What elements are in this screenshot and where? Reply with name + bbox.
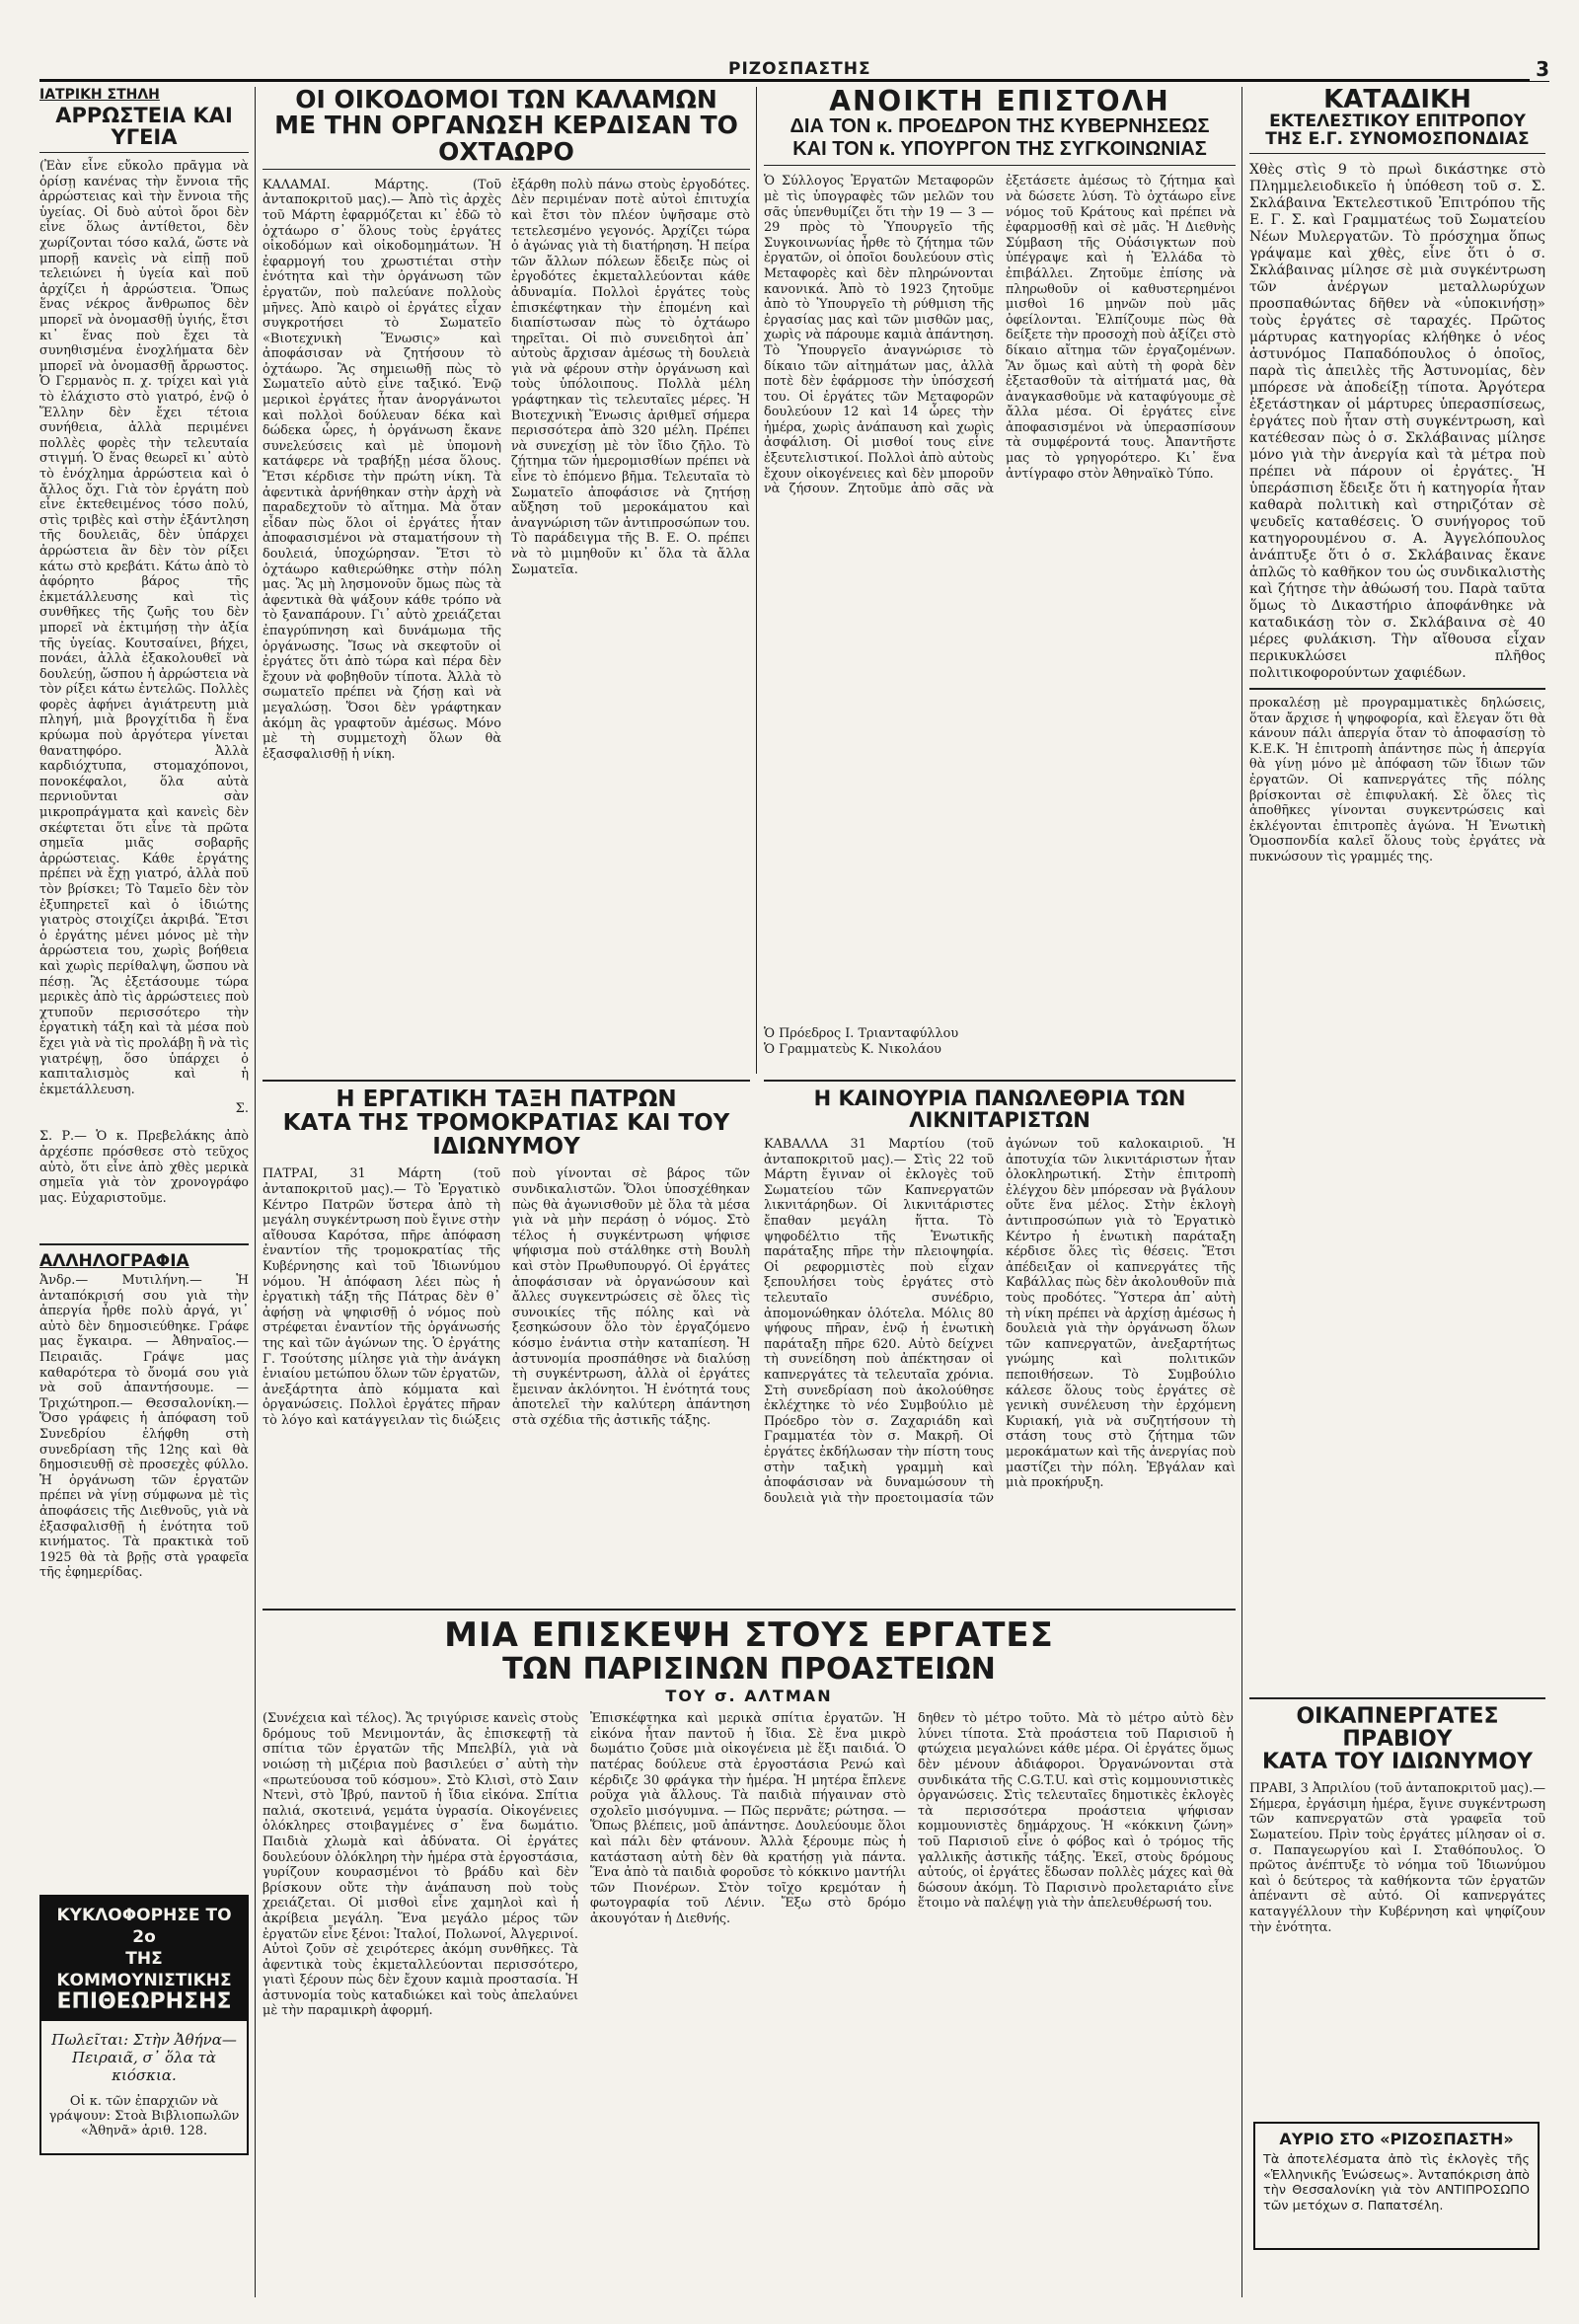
- article-body: (Ἐὰν εἶνε εὔκολο πρᾶγμα νὰ ὁρίσῃ κανένας τὴν ἔννοια τῆς ἀρρώστειας καὶ τὴν ἔννοια τῆς ὑγείας. Οἱ δυὸ αὐτοὶ ὅροι δὲν εἶνε ὅλως ἀντίθετοι, δὲν χωρίζονται τόσο καλά, ὥστε νὰ μπορῇ κανεὶς νὰ εἰπῇ ποῦ τελειώνει ἡ ὑγεία καὶ ποῦ ἀρχίζει ἡ ἀρρώστεια. Ὅπως ἕνας νέκρος ἄνθρωπος δὲν μπορεῖ νὰ ὀνομασθῇ ὑγιής, ἔτσι κι᾿ ἕνας ποὺ ἔχει τὰ συνηθισμένα ἐνοχλήματα δὲν μπορεῖ νὰ ὀνομασθῇ ἄρρωστος. Ὁ Γερμανὸς π. χ. τρίχει καὶ γιὰ τὸ ἐλάχιστο στὸ γιατρό, ἐνῷ ὁ Ἕλλην δὲν ἔχει τέτοια συνήθεια, ἀλλὰ περιμένει πολλὲς φορὲς τὴν τελευταία στιγμή. Ὁ ἕνας θεωρεῖ κι᾿ αὐτὸ τὸ ἐνόχλημα ἀρρώστεια καὶ ὁ ἄλλος ὄχι. Γιὰ τὸν ἐργάτη ποὺ εἶνε ἐκτεθειμένος τόσο πολύ, στὶς τριβὲς καὶ στὴν ἐξάντληση τῆς δουλειᾶς, δὲν ὑπάρχει ἀρρώστεια ἂν δὲν τὸν ρίξει κάτω στὸ κρεβάτι. Κάτω ἀπὸ τὸ ἀφόρητο βάρος τῆς ἐκμετάλλευσης καὶ τὶς συνθῆκες τῆς ζωῆς του δὲν μπορεῖ νὰ ἐκτιμήσῃ τὴν ἀξία τῆς ὑγείας. Κουτσαίνει, βήχει, πονάει, ἀλλὰ ἐξακολουθεῖ νὰ δουλεύῃ, ὥσπου ἡ ἀρρώστεια νὰ τὸν ρίξει κάτω ἐντελῶς. Πολλὲς φορὲς ἀφήνει ἀγιάτρευτη μιὰ πληγή, μιὰ βρογχίτιδα ἢ ἕνα κρύωμα ποὺ ἀργότερα γίνεται θανατηφόρο. Ἀλλὰ καρδιόχτυπα, στομαχόπονοι, πονοκέφαλοι, ὅλα αὐτὰ περνιοῦνται σὰν μικροπράγματα καὶ κανεὶς δὲν σκέφτεται ὅτι εἶνε τὰ πρῶτα σημεῖα μιᾶς σοβαρῆς ἀρρώστειας. Κάθε ἐργάτης πρέπει νὰ ἔχῃ γιατρό, ἀλλὰ ποῦ τὸν βρίσκει; Τὸ Ταμεῖο δὲν τὸν ἐξυπηρετεῖ καὶ ὁ ἰδιώτης γιατρὸς στοιχίζει ἀκριβά. Ἔτσι ὁ ἐργάτης μένει μόνος μὲ τὴν ἀρρώστεια του, χωρὶς βοήθεια καὶ χωρὶς περίθαλψη, ὥσπου νὰ πέσῃ. Ἂς ἐξετάσουμε τώρα μερικὲς ἀπὸ τὶς ἀρρώστειες ποὺ χτυποῦν περισσότερο τὴν ἐργατικὴ τάξη καὶ τὰ μέσα ποὺ ἔχει γιὰ νὰ τὶς προλάβῃ ἢ νὰ τὶς γιατρέψῃ, ὅσο ὑπάρχει ὁ καπιταλισμὸς καὶ ἡ ἐκμετάλλευση.: [39, 159, 249, 1097]
- newspaper-title: ΡΙΖΟΣΠΑΣΤΗΣ: [720, 59, 879, 79]
- notice-body: Τὰ ἀποτελέσματα ἀπὸ τὶς ἐκλογὲς τῆς «Ἑλληνικῆς Ἑνώσεως». Ἀνταπόκριση ἀπὸ τὴν Θεσσαλονίκη γιὰ τὸν ΑΝΤΙΠΡΟΣΩΠΟ τῶν μετόχων σ. Παπατσέλη.: [1263, 2152, 1530, 2213]
- article-body: ἐξάρθη πολὺ πάνω στοὺς ἐργοδότες. Δὲν περιμέναν ποτὲ αὐτοὶ ἐπιτυχία καὶ ἔτσι τὸν πλέον ὑψῆσαμε στὸ τετελεσμένο γεγονός. Ἀρχίζει τώρα ὁ ἀγώνας γιὰ τὴ διατήρηση. Ἡ πείρα τῶν ἄλλων πόλεων ἔδειξε πὼς οἱ ἐργοδότες ἐκμεταλλεύονται κάθε ἀδυναμία. Πολλοὶ ἐργάτες τοὺς ἐπισκέφτηκαν τὴν ἐπομένη καὶ διαπίστωσαν πὼς τὸ ὀχτάωρο τηρεῖται. Οἱ πιὸ συνειδητοὶ ἀπ᾿ αὐτοὺς ἄρχισαν ἀμέσως τὴ δουλειὰ γιὰ νὰ φέρουν στὴν ὀργάνωση καὶ τοὺς ὑπόλοιπους. Πολλὰ μέλη γράφτηκαν τὶς τελευταῖες μέρες. Ἡ Βιοτεχνικὴ Ἕνωσις ἀριθμεῖ σήμερα περισσότερα ἀπὸ 320 μέλη. Πρέπει νὰ συνεχίσῃ μὲ τὸν ἴδιο ζῆλο. Τὸ ζήτημα τῶν ἡμερομισθίων πρέπει νὰ εἶνε τὸ ἑπόμενο βῆμα. Τελευταῖα τὸ Σωματεῖο ἀποφάσισε νὰ ζητήσῃ αὔξηση τοῦ μεροκάματου καὶ ἀναγνώριση τῶν ἀντιπροσώπων του. Τὸ παράδειγμα τῆς Β. Ε. Ο. πρέπει νὰ τὸ μιμηθοῦν κι᾿ ὅλα τὰ ἄλλα Σωματεῖα.: [511, 177, 750, 577]
- notice-title: ΑΥΡΙΟ ΣΤΟ «ΡΙΖΟΣΠΑΣΤΗ»: [1279, 2130, 1514, 2148]
- section-divider: [263, 1609, 1236, 1611]
- article-subheadline: ΕΚΤΕΛΕΣΤΙΚΟΥ ΕΠΙΤΡΟΠΟΥ: [1269, 112, 1526, 132]
- article-headline: Η ΕΡΓΑΤΙΚΗ ΤΑΞΗ ΠΑΤΡΩΝ: [336, 1087, 677, 1112]
- article-open-letter: [764, 87, 1236, 1074]
- journal-ad-box: [39, 1895, 249, 2155]
- article-body: ΠΡΑΒΙ, 3 Ἀπριλίου (τοῦ ἀνταποκριτοῦ μας).— Σήμερα, ἐργάσιμη ἡμέρα, ἔγινε συγκέντρωση τῶν καπνεργατῶν στὰ γραφεῖα τοῦ Σωματείου. Πρὶν τοὺς ἐργάτες μίλησαν οἱ σ. σ. Παπαγεωργίου καὶ Ι. Σταθόπουλος. Ὁ πρῶτος ἀνέπτυξε τὸ νόημα τοῦ Ἰδιωνύμου καὶ ὁ δεύτερος τὰ καθήκοντα τῶν ἐργατῶν ἀπέναντι σὲ αὐτό. Οἱ καπνεργάτες καταγγέλλουν τὴν Κυβέρνηση καὶ ψηφίζουν τὴν ἑνότητα.: [1249, 1781, 1545, 1935]
- masthead: [39, 59, 1549, 82]
- journal-ad-foot: Οἱ κ. τῶν ἐπαρχιῶν νὰ γράψουν: Στοὰ Βιβλιοπωλῶν «Ἀθηνᾶ» ἀριθ. 128.: [48, 2094, 240, 2138]
- column-rule: [1241, 87, 1242, 2297]
- article-subheadline: ΤΩΝ ΠΑΡΙΣΙΝΩΝ ΠΡΟΑΣΤΕΙΩΝ: [502, 1651, 996, 1687]
- article-subheadline: ΚΑΙ ΤΟΝ κ. ΥΠΟΥΡΓΟΝ ΤΗΣ ΣΥΓΚΟΙΝΩΝΙΑΣ: [764, 138, 1236, 166]
- article-subheadline: ΜΕ ΤΗΝ ΟΡΓΑΝΩΣΗ ΚΕΡΔΙΣΑΝ ΤΟ ΟΧΤΑΩΡΟ: [263, 112, 750, 170]
- section-divider: [1249, 1697, 1545, 1699]
- article-katadiki: [1249, 87, 1545, 1370]
- article-body: (Συνέχεια καὶ τέλος). Ἄς τριγύρισε κανεὶς στοὺς δρόμους τοῦ Μενιμοντάν, ἂς ἐπισκεφτῇ τὰ σπίτια τῶν ἐργατῶν τῆς Μπελβίλ, γιὰ νὰ νοιώσῃ τὴ μιζέρια ποὺ βασιλεύει σ᾿ αὐτὴ τὴν «πρωτεύουσα τοῦ κόσμου». Στὸ Κλισὶ, στὸ Σαιν Ντενὶ, στὸ Ἰβρύ, παντοῦ ἡ ἴδια εἰκόνα. Σπίτια παλιά, σκοτεινά, γεμάτα ὑγρασία. Οἰκογένειες ὁλόκληρες στοιβαγμένες σ᾿ ἕνα δωμάτιο. Παιδιὰ χλωμὰ καὶ ἀδύνατα. Οἱ ἐργάτες δουλεύουν ὁλόκληρη τὴν ἡμέρα στὰ ἐργοστάσια, γυρίζουν κουρασμένοι τὸ βράδυ καὶ δὲν βρίσκουν οὔτε τὴν ἀνάπαυση ποὺ τοὺς χρειάζεται. Οἱ μισθοὶ εἶνε χαμηλοὶ καὶ ἡ ἀκρίβεια μεγάλη. Ἕνα μεγάλο μέρος τῶν ἐργατῶν εἶνε ξένοι: Ἰταλοί, Πολωνοί, Ἀλγερινοί. Αὐτοὶ ζοῦν σὲ χειρότερες ἀκόμη συνθῆκες. Τὰ ἀφεντικὰ τοὺς ἐκμεταλλεύονται περισσότερο, γιατὶ ξέρουν πὼς δὲν ἔχουν καμιὰ προστασία. Ἡ ἀστυνομία τοὺς καταδιώκει καὶ τοὺς ἀπελαύνει μὲ τὴν παραμικρὴ ἀφορμή.: [263, 1711, 578, 2019]
- article-body: Ὁ Σύλλογος Ἐργατῶν Μεταφορῶν μὲ τὶς ὑπογραφὲς τῶν μελῶν του σᾶς ὑπενθυμίζει ὅτι τὴν 19 — 3 — 29 πρὸς τὸ Ὑπουργεῖο τῆς Συγκοινωνίας ἦρθε τὸ ζήτημα τῶν ἐργατῶν, οἱ ὁποῖοι δουλεύουν στὶς Μεταφορὲς καὶ δὲν πληρώνονται κανονικά. Ἀπὸ τὸ 1923 ζητοῦμε ἀπὸ τὸ Ὑπουργεῖο τὴ ρύθμιση τῆς ἐργασίας μας καὶ τῶν μισθῶν μας, χωρὶς νὰ πάρουμε καμιὰ ἀπάντηση. Τὸ Ὑπουργεῖο ἀναγνώρισε τὸ δίκαιο τῶν αἰτημάτων μας, ἀλλὰ ποτὲ δὲν ἐφάρμοσε τὴν ὑπόσχεσή του. Οἱ ἐργάτες τῶν Μεταφορῶν δουλεύουν 12 καὶ 14 ὧρες τὴν ἡμέρα, χωρὶς ἀνάπαυση καὶ χωρὶς ἀσφάλιση. Οἱ μισθοί τους εἶνε ἐξευτελιστικοί. Πολλοὶ ἀπὸ αὐτοὺς ἔχουν οἰκογένειες καὶ δὲν μποροῦν νὰ ζήσουν. Ζητοῦμε ἀπὸ σᾶς νὰ ἐξετάσετε ἀμέσως τὸ ζήτημα καὶ νὰ δώσετε λύση. Τὸ ὀχτάωρο εἶνε νόμος τοῦ Κράτους καὶ πρέπει νὰ ἐφαρμοσθῇ καὶ σὲ μᾶς. Ἡ Διεθνὴς Σύμβαση τῆς Οὐάσιγκτων ποὺ ὑπέγραψε καὶ ἡ Ἑλλάδα τὸ ἐπιβάλλει. Ζητοῦμε ἐπίσης νὰ πληρωθοῦν οἱ καθυστερημένοι μισθοὶ 16 μηνῶν ποὺ μᾶς ὀφείλονται. Ἐλπίζουμε πὼς θὰ δείξετε τὴν προσοχὴ ποὺ ἀξίζει στὸ δίκαιο αἴτημα τῶν ἐργαζομένων. Ἂν ὅμως καὶ αὐτὴ τὴ φορὰ δὲν ἐξετασθοῦν τὰ αἰτήματά μας, θὰ ἀναγκασθοῦμε νὰ καταφύγουμε σὲ ἄλλα μέσα. Οἱ ἐργάτες εἶνε ἀποφασισμένοι νὰ ὑπερασπίσουν τὰ συμφέροντά τους. Ἀπαντῆστε μας τὸ γρηγορότερο. Κι᾿ ἕνα ἀντίγραφο στὸν Ἀθηναϊκὸ Τύπο.: [764, 174, 1236, 497]
- article-patras: [263, 1087, 750, 1601]
- article-subheadline: ΔΙΑ ΤΟΝ κ. ΠΡΟΕΔΡΟΝ ΤΗΣ ΚΥΒΕΡΝΗΣΕΩΣ: [790, 115, 1210, 138]
- article-correspondence: [39, 1251, 249, 1883]
- column-rule: [756, 87, 757, 1074]
- article-headline: ΑΡΡΩΣΤΕΙΑ ΚΑΙ ΥΓΕΙΑ: [39, 105, 249, 153]
- journal-ad-line: ΚΥΚΛΟΦΟΡΗΣΕ ΤΟ 2ο: [56, 1906, 232, 1947]
- article-headline: Η ΚΑΙΝΟΥΡΙΑ ΠΑΝΩΛΕΘΡΙΑ ΤΩΝ ΛΙΚΝΙΤΑΡΙΣΤΩΝ: [813, 1087, 1186, 1133]
- article-body: ΚΑΛΑΜΑΙ. Μάρτης. (Τοῦ ἀνταποκριτοῦ μας).— Ἀπὸ τὶς ἀρχὲς τοῦ Μάρτη ἐφαρμόζεται κι᾿ ἐδῶ τὸ ὀχτάωρο σ᾿ ὅλους τοὺς ἐργάτες οἰκοδόμων καὶ οἰκοδομημάτων. Ἡ ἐφαρμογή του χρωστιέται στὴν ἐνότητα καὶ τὴν ὀργάνωση τῶν ἐργατῶν, ποὺ παλεύανε πολλοὺς μῆνες. Ἀπὸ καιρὸ οἱ ἐργάτες εἶχαν συγκροτήσει τὸ Σωματεῖο «Βιοτεχνικὴ Ἕνωσις» καὶ ἀποφάσισαν νὰ ζητήσουν τὸ ὀχτάωρο. Ἂς σημειωθῇ πὼς τὸ Σωματεῖο αὐτὸ εἶνε ταξικό. Ἐνῷ μερικοὶ ἐργάτες ἦταν ἀνοργάνωτοι καὶ πολλοὶ δούλευαν δέκα καὶ δώδεκα ὧρες, ἡ ὀργάνωση ἔκανε συνελεύσεις καὶ μὲ ὑπομονὴ κατάφερε νὰ τραβήξῃ μέσα ὅλους. Ἔτσι κέρδισε τὴν πρώτη νίκη. Τὰ ἀφεντικὰ ἀρνήθηκαν στὴν ἀρχὴ νὰ παραδεχτοῦν τὸ αἴτημα. Μὰ ὅταν εἶδαν πὼς ὅλοι οἱ ἐργάτες ἦταν ἀποφασισμένοι νὰ σταματήσουν τὴ δουλειά, ὑποχώρησαν. Ἔτσι τὸ ὀχτάωρο καθιερώθηκε στὴν πόλη μας. Ἂς μὴ λησμονοῦν ὅμως πὼς τὰ ἀφεντικὰ θὰ ψάξουν κάθε τρόπο νὰ τὸ ξαναπάρουν. Γι᾿ αὐτὸ χρειάζεται ἐπαγρύπνηση καὶ δυνάμωμα τῆς ὀργάνωσης. Ἴσως νὰ σκεφτοῦν οἱ ἐργάτες ὅτι ἀπὸ τώρα καὶ πέρα δὲν ἔχουν νὰ φοβηθοῦν τίποτα. Ἀλλὰ τὸ σωματεῖο πρέπει νὰ ζήσῃ καὶ νὰ μεγαλώσῃ. Ὅσοι δὲν γράφτηκαν ἀκόμη ἂς γραφτοῦν ἀμέσως. Μόνο μὲ τὴ συμμετοχὴ ὅλων θὰ ἐξασφαλισθῇ ἡ νίκη.: [263, 177, 501, 762]
- article-body: Ἐπισκέφτηκα καὶ μερικὰ σπίτια ἐργατῶν. Ἡ εἰκόνα ἦταν παντοῦ ἡ ἴδια. Σὲ ἕνα μικρὸ δωμάτιο ζοῦσε μιὰ οἰκογένεια μὲ ἕξι παιδιά. Ὁ πατέρας δούλευε στὰ ἐργοστάσια Ρενώ καὶ κέρδιζε 30 φράγκα τὴν ἡμέρα. Ἡ μητέρα ἔπλενε ροῦχα γιὰ ἄλλους. Τὰ παιδιὰ πήγαιναν στὸ σχολεῖο μισόγυμνα. — Πῶς περνᾶτε; ρώτησα. — Ὅπως βλέπεις, μοῦ ἀπάντησε. Δουλεύουμε ὅλοι καὶ πάλι δὲν φτάνουν. Ἀλλὰ ξέρουμε πὼς ἡ κατάσταση αὐτὴ δὲν θὰ κρατήσῃ γιὰ πάντα. Ἕνα ἀπὸ τὰ παιδιὰ φοροῦσε τὸ κόκκινο μαντήλι τῶν Πιονέρων. Στὸν τοῖχο κρεμόταν ἡ φωτογραφία τοῦ Λένιν. Ἔξω στὸ δρόμο ἀκουγόταν ἡ Διεθνής.: [590, 1711, 906, 1926]
- article-subheadline: ΤΗΣ Ε.Γ. ΣΥΝΟΜΟΣΠΟΝΔΙΑΣ: [1249, 131, 1545, 154]
- journal-ad-title: [41, 1897, 247, 2021]
- article-kicker: ΙΑΤΡΙΚΗ ΣΤΗΛΗ: [39, 87, 160, 103]
- article-headline: ΟΙΚΑΠΝΕΡΓΑΤΕΣ ΠΡΑΒΙΟΥ: [1296, 1705, 1499, 1753]
- article-pravi: [1249, 1705, 1545, 2100]
- tomorrow-notice-box: [1253, 2122, 1540, 2250]
- article-body: ΚΑΒΑΛΛΑ 31 Μαρτίου (τοῦ ἀνταποκριτοῦ μας).— Στὶς 22 τοῦ Μάρτη ἔγιναν οἱ ἐκλογὲς τοῦ Σωματείου τῶν Καπνεργατῶν λικνιτάρηδων. Οἱ λικνιτάριστες ἔπαθαν μεγάλη ἥττα. Τὸ ψηφοδέλτιο τῆς Ἑνωτικῆς παράταξης πῆρε τὴν πλειοψηφία. Οἱ ρεφορμιστὲς ποὺ εἶχαν ξεπουλήσει τοὺς ἐργάτες στὸ τελευταῖο συνέδριο, ἀπομονώθηκαν ὁλότελα. Μόλις 80 ψήφους πῆραν, ἐνῷ ἡ ἑνωτικὴ παράταξη πῆρε 620. Αὐτὸ δείχνει τὴ συνείδηση ποὺ ἀπέκτησαν οἱ καπνεργάτες τὰ τελευταῖα χρόνια. Στὴ συνεδρίαση ποὺ ἀκολούθησε ἐκλέχτηκε τὸ νέο Συμβούλιο μὲ Πρόεδρο τὸν σ. Ζαχαριάδη καὶ Γραμματέα τὸν σ. Μακρῆ. Οἱ ἐργάτες ἐκδήλωσαν τὴν πίστη τους στὴν ταξικὴ γραμμὴ καὶ ἀποφάσισαν νὰ δυναμώσουν τὴ δουλειὰ γιὰ τὴν προετοιμασία τῶν ἀγώνων τοῦ καλοκαιριοῦ. Ἡ ἀποτυχία τῶν λικνιτάριστων ἦταν ὁλοκληρωτική. Στὴν ἐπιτροπὴ ἐλέγχου δὲν μπόρεσαν νὰ βγάλουν οὔτε ἕνα μέλος. Στὴν ἐκλογὴ ἀντιπροσώπων γιὰ τὸ Ἐργατικὸ Κέντρο ἡ ἑνωτικὴ παράταξη κέρδισε ὅλες τὶς θέσεις. Ἔτσι ἀπέδειξαν οἱ καπνεργάτες τῆς Καβάλλας πὼς δὲν ἀκολουθοῦν πιὰ τοὺς προδότες. Ὕστερα ἀπ᾿ αὐτὴ τὴ νίκη πρέπει νὰ ἀρχίσῃ ἀμέσως ἡ δουλειὰ γιὰ τὴν ὀργάνωση ὅλων τῶν καπνεργατῶν, ἀνεξαρτήτως γνώμης καὶ πολιτικῶν πεποιθήσεων. Τὸ Συμβούλιο κάλεσε ὅλους τοὺς ἐργάτες σὲ γενικὴ συνέλευση τὴν ἐρχόμενη Κυριακή, γιὰ νὰ συζητήσουν τὴ στάση τους στὸ ζήτημα τῶν μεροκάματων καὶ τῆς ἀνεργίας ποὺ μαστίζει τὴν πόλη. Ἐβγάλαν καὶ μιὰ προκήρυξη.: [764, 1137, 1236, 1506]
- letter-sign-president: Ὁ Πρόεδρος Ι. Τριανταφύλλου: [764, 1026, 959, 1041]
- letter-sign-secretary: Ὁ Γραμματεὺς Κ. Νικολάου: [764, 1041, 941, 1057]
- article-headline: ΜΙΑ ΕΠΙΣΚΕΨΗ ΣΤΟΥΣ ΕΡΓΑΤΕΣ: [444, 1618, 1054, 1655]
- correspondence-kicker: ΑΛΛΗΛΟΓΡΑΦΙΑ: [39, 1251, 189, 1271]
- section-divider: [1249, 688, 1545, 690]
- column-rule: [255, 87, 256, 2297]
- section-divider: [764, 1080, 1236, 1082]
- editor-note: Σ. Ρ.— Ὁ κ. Πρεβελάκης ἀπὸ ἀρχέσπε πρόσθεσε στὸ τεῦχος αὐτὸ, ὅτι εἶνε ἀπὸ χθὲς μερικὰ σημεῖα γιὰ τὸν χρονογράφο μας. Εὐχαριστοῦμε.: [39, 1129, 249, 1206]
- section-divider: [39, 1243, 249, 1245]
- section-divider: [263, 1080, 750, 1082]
- article-health: [39, 87, 249, 1237]
- article-headline: ΑΝΟΙΚΤΗ ΕΠΙΣΤΟΛΗ: [829, 87, 1170, 117]
- article-signature: Σ.: [235, 1101, 249, 1117]
- article-liknitarion: [764, 1087, 1236, 1601]
- article-paris: [263, 1618, 1236, 2299]
- letter-signatures: [764, 1026, 1236, 1074]
- journal-ad-line: ΤΗΣ ΚΟΜΜΟΥΝΙΣΤΙΚΗΣ: [56, 1949, 232, 1990]
- article-body: δηθεν τὸ μέτρο τοῦτο. Μὰ τὸ μέτρο αὐτὸ δὲν λύνει τίποτα. Στὰ προάστεια τοῦ Παρισιοῦ ἡ φτώχεια μεγαλώνει κάθε μέρα. Οἱ ἐργάτες ὅμως δὲν μένουν ἀδιάφοροι. Ὀργανώνονται στὰ συνδικάτα τῆς C.G.T.U. καὶ στὶς κομμουνιστικὲς ὀργανώσεις. Στὶς τελευταῖες δημοτικὲς ἐκλογὲς τὰ περισσότερα προάστεια ψήφισαν κομμουνιστὲς δημάρχους. Ἡ «κόκκινη ζώνη» τοῦ Παρισιοῦ εἶνε ὁ φόβος καὶ ὁ τρόμος τῆς γαλλικῆς ἀστικῆς τάξης. Ἐκεῖ, στοὺς δρόμους αὐτούς, οἱ ἐργάτες ἔδωσαν πολλὲς μάχες καὶ θὰ δώσουν ἀκόμη. Τὸ Παρισινὸ προλεταριάτο εἶνε ἕτοιμο νὰ παλέψῃ γιὰ τὴν ἀπελευθέρωσή του.: [918, 1711, 1234, 1912]
- article-headline: ΟΙ ΟΙΚΟΔΟΜΟΙ ΤΩΝ ΚΑΛΑΜΩΝ: [295, 87, 717, 113]
- correspondence-body: Ἀνδρ.— Μυτιλήνη.— Ἡ ἀνταπόκρισή σου γιὰ τὴν ἀπεργία ἦρθε πολὺ ἀργά, γι᾿ αὐτὸ δὲν δημοσιεύθηκε. Γράφε μας ἔγκαιρα. — Ἀθηναῖος.— Πειραιᾶς. Γράψε μας καθαρότερα τὸ ὄνομά σου γιὰ νὰ σοῦ ἀπαντήσουμε. — Τριχώτηροπ.— Θεσσαλονίκη.— Ὅσο γράφεις ἡ ἀπόφαση τοῦ Συνεδρίου ἐλήφθη στὴ συνεδρίαση τῆς 12ης καὶ θὰ δημοσιευθῇ σὲ προσεχὲς φύλλο. Ἡ ὀργάνωση τῶν ἐργατῶν πρέπει νὰ γίνῃ σύμφωνα μὲ τὶς ἀποφάσεις τῆς Διεθνοῦς, γιὰ νὰ ἐξασφαλισθῇ ἡ ἑνότητα τοῦ κινήματος. Τὰ πρακτικὰ τοῦ 1925 θὰ τὰ βρῇς στὰ γραφεῖα τῆς ἐφημερίδας.: [39, 1273, 249, 1581]
- article-headline: ΚΑΤΑΔΙΚΗ: [1323, 87, 1471, 114]
- article-subheadline: ΚΑΤΑ ΤΟΥ ΙΔΙΩΝΥΜΟΥ: [1261, 1750, 1534, 1775]
- article-body: Χθὲς στὶς 9 τὸ πρωὶ δικάστηκε στὸ Πλημμελειοδικεῖο ἡ ὑπόθεση τοῦ σ. Σ. Σκλάβαινα Ἐκτελεστικοῦ Ἐπιτρόπου τῆς Ε. Γ. Σ. καὶ Γραμματέως τοῦ Σωματείου Νέων Μυλεργατῶν. Τὸ πρόσχημα ὅπως γράψαμε καὶ χθὲς, εἶνε ὅτι ὁ σ. Σκλάβαινας μίλησε σὲ μιὰ συγκέντρωση τῶν ἀνέργων μεταλλωρύχων προσπαθώντας δῆθεν νὰ «ὑποκινήσῃ» τοὺς ἐργάτες σὲ ταραχές. Πρῶτος μάρτυρας κατηγορίας κλήθηκε ὁ νέος ἀστυνόμος Παπαδόπουλος ὁ ὁποῖος, παρὰ τὶς ἀπειλὲς τῆς Ἀστυνομίας, δὲν μπόρεσε νὰ ἀποδείξῃ τίποτα. Ἀργότερα ἐξετάστηκαν οἱ μάρτυρες ὑπερασπίσεως, ἐργάτες ποὺ ἦταν στὴ συγκέντρωση, καὶ κατέθεσαν πὼς ὁ σ. Σκλάβαινας μίλησε μόνο γιὰ τὴν ἀνεργία καὶ τὰ μέτρα ποὺ πρέπει νὰ πάρουν οἱ ἐργάτες. Ἡ ὑπεράσπιση ἔδειξε ὅτι ἡ κατηγορία ἦταν καθαρὰ πολιτικὴ καὶ στηριζόταν σὲ ψευδεῖς καταθέσεις. Ὁ συνήγορος τοῦ κατηγορουμένου σ. Α. Ἀγγελόπουλος ἀνάπτυξε ὅτι ὁ σ. Σκλάβαινας ἔκανε ἁπλῶς τὸ καθῆκον του ὡς συνδικαλιστὴς καὶ ζήτησε τὴν ἀθώωσή του. Παρὰ ταῦτα ὅμως τὸ Δικαστήριο ἀποφάνθηκε νὰ καταδικάσῃ τὸν σ. Σκλάβαινα σὲ 40 μέρες φυλάκιση. Τὴν αἴθουσα εἶχαν περικυκλώσει πλῆθος πολιτικοφορούντων χαφιέδων.: [1249, 161, 1545, 681]
- article-subheadline: ΚΑΤΑ ΤΗΣ ΤΡΟΜΟΚΡΑΤΙΑΣ ΚΑΙ ΤΟΥ ΙΔΙΩΝΥΜΟΥ: [282, 1110, 730, 1161]
- journal-ad-sub: Πωλεῖται: Στὴν Ἀθήνα— Πειραιᾶ, σ᾿ ὅλα τὰ κιόσκια.: [51, 2031, 237, 2084]
- page-number: 3: [1530, 57, 1549, 81]
- article-byline: ΤΟΥ σ. ΑΛΤΜΑΝ: [665, 1687, 833, 1706]
- journal-ad-line: ΕΠΙΘΕΩΡΗΣΗΣ: [56, 1989, 232, 2014]
- article-body: προκαλέσῃ μὲ προγραμματικὲς δηλώσεις, ὅταν ἄρχισε ἡ ψηφοφορία, καὶ ἔλεγαν ὅτι θὰ κάνουν πάλι ἀπεργία ὅταν τὸ ἀποφασίσῃ τὸ Κ.Ε.Κ. Ἡ ἐπιτροπὴ ἀπάντησε πὼς ἡ ἀπεργία θὰ γίνῃ μόνο μὲ ἀπόφαση τῶν ἴδιων τῶν ἐργατῶν. Οἱ καπνεργάτες τῆς πόλης βρίσκονται σὲ ἐπιφυλακή. Σὲ ὅλες τὶς ἀποθῆκες γίνονται συγκεντρώσεις καὶ ἐκλέγονται ἐπιτροπὲς ἀγώνα. Ἡ Ἑνωτικὴ Ὁμοσπονδία καλεῖ ὅλους τοὺς ἐργάτες νὰ πυκνώσουν τὶς γραμμές της.: [1249, 695, 1545, 864]
- article-body: ΠΑΤΡΑΙ, 31 Μάρτη (τοῦ ἀνταποκριτοῦ μας).— Τὸ Ἐργατικὸ Κέντρο Πατρῶν ὕστερα ἀπὸ τὴ μεγάλη συγκέντρωση ποὺ ἔγινε στὴν αἴθουσα Καρότσα, πῆρε ἀπόφαση ἐναντίον τῆς τρομοκρατίας τῆς Κυβέρνησης καὶ τοῦ Ἰδιωνύμου νόμου. Ἡ ἀπόφαση λέει πὼς ἡ ἐργατικὴ τάξη τῆς Πάτρας δὲν θ᾿ ἀφήσῃ νὰ ψηφισθῇ ὁ νόμος ποὺ στρέφεται ἐναντίον τῆς ὀργάνωσής της καὶ τῶν ἀγώνων της. Ὁ ἐργάτης Γ. Τσούτσης μίλησε γιὰ τὴν ἀνάγκη ἑνιαίου μετώπου ὅλων τῶν ἐργατῶν, ἀνεξάρτητα ἀπὸ κόμματα καὶ ὀργανώσεις. Πολλοὶ ἐργάτες πῆραν τὸ λόγο καὶ κατάγγειλαν τὶς διώξεις ποὺ γίνονται σὲ βάρος τῶν συνδικαλιστῶν. Ὅλοι ὑποσχέθηκαν πὼς θὰ ἀγωνισθοῦν μὲ ὅλα τὰ μέσα γιὰ νὰ μὴν περάσῃ ὁ νόμος. Στὸ τέλος ἡ συγκέντρωση ψήφισε ψήφισμα ποὺ στάλθηκε στὴ Βουλὴ καὶ στὸν Πρωθυπουργό. Οἱ ἐργάτες ἀποφάσισαν νὰ ὀργανώσουν καὶ ἄλλες συγκεντρώσεις σὲ ὅλες τὶς συνοικίες τῆς πόλης καὶ νὰ ξεσηκώσουν ὅλο τὸν ἐργαζόμενο κόσμο ἐνάντια στὴν καταπίεση. Ἡ ἀστυνομία προσπάθησε νὰ διαλύσῃ τὴ συγκέντρωση, ἀλλὰ οἱ ἐργάτες ἔμειναν ἀκλόνητοι. Ἡ ἐνότητά τους ἀποτελεῖ τὴν καλύτερη ἀπάντηση στὰ σχέδια τῆς ἀστικῆς τάξης.: [263, 1166, 750, 1428]
- article-kalamon: [263, 87, 750, 1074]
